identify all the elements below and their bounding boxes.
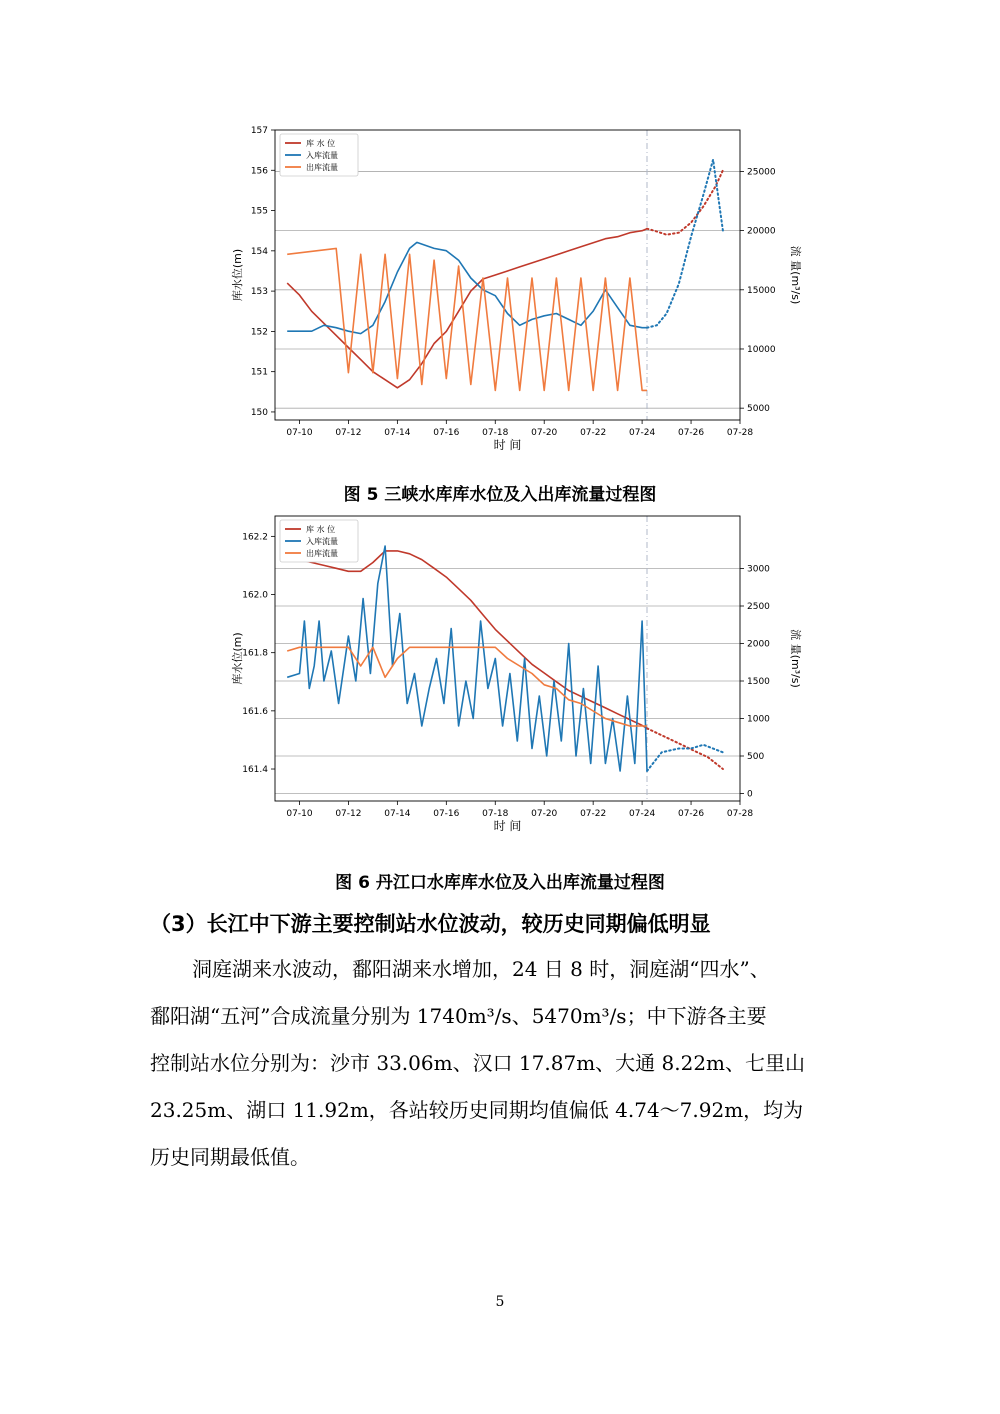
x-tick-label: 07-18 — [482, 428, 509, 438]
y-right-tick-label: 25000 — [747, 167, 776, 178]
legend-label: 入库流量 — [306, 151, 338, 160]
y-left-tick-label: 150 — [250, 407, 268, 418]
x-tick-label: 07-22 — [580, 809, 607, 819]
y-right-tick-label: 15000 — [747, 285, 776, 296]
y-left-tick-label: 161.4 — [242, 765, 268, 776]
y-left-tick-label: 152 — [250, 327, 268, 338]
legend — [280, 520, 358, 562]
x-tick-label: 07-28 — [726, 428, 754, 438]
y-right-tick-label: 500 — [747, 752, 765, 762]
y-right-tick-label: 1500 — [747, 677, 770, 687]
y-left-tick-label: 162.0 — [242, 590, 268, 601]
figure-6-chart — [225, 508, 802, 840]
y-left-tick-label: 157 — [250, 126, 268, 136]
x-tick-label: 07-26 — [677, 809, 705, 819]
y-right-tick-label: 2500 — [747, 602, 770, 612]
y-left-tick-label: 161.6 — [242, 706, 268, 717]
x-tick-label: 07-16 — [433, 809, 460, 819]
legend-label: 库 水 位 — [306, 525, 336, 534]
y-left-tick-label: 153 — [250, 287, 268, 298]
y-right-tick-label: 3000 — [747, 564, 770, 575]
series-line-3 — [647, 160, 723, 328]
series-line-4 — [287, 248, 647, 390]
legend-label: 入库流量 — [306, 537, 338, 546]
series-line-3 — [647, 745, 723, 771]
x-tick-label: 07-28 — [726, 809, 754, 819]
series-line-2 — [287, 546, 647, 771]
paragraph-line: 历史同期最低值。 — [150, 1145, 310, 1169]
y-left-tick-label: 162.2 — [242, 532, 268, 543]
y-right-axis-label: 流 量(m³/s) — [789, 245, 802, 305]
paragraph-line: 鄱阳湖“五河”合成流量分别为 1740m³/s、5470m³/s；中下游各主要 — [150, 1004, 767, 1028]
paragraph-line: 洞庭湖来水波动，鄱阳湖来水增加，24 日 8 时，洞庭湖“四水”、 — [192, 957, 770, 981]
figure-5-chart — [225, 118, 802, 458]
x-tick-label: 07-20 — [531, 809, 558, 819]
x-tick-label: 07-12 — [335, 809, 362, 819]
series-line-0 — [287, 229, 647, 388]
series-line-0 — [287, 551, 647, 728]
x-tick-label: 07-12 — [335, 428, 362, 438]
x-tick-label: 07-24 — [629, 428, 656, 438]
y-right-tick-label: 0 — [747, 789, 753, 800]
page-number: 5 — [495, 1294, 505, 1310]
x-tick-label: 07-16 — [433, 428, 460, 438]
y-left-tick-label: 156 — [250, 166, 268, 177]
y-left-tick-label: 161.8 — [242, 648, 268, 659]
x-tick-label: 07-20 — [531, 428, 558, 438]
x-tick-label: 07-26 — [677, 428, 705, 438]
x-axis-label: 时 间 — [493, 438, 522, 452]
section-heading: （3）长江中下游主要控制站水位波动，较历史同期偏低明显 — [150, 912, 711, 936]
paragraph-line: 控制站水位分别为：沙市 33.06m、汉口 17.87m、大通 8.22m、七里山 — [150, 1051, 806, 1075]
y-right-tick-label: 5000 — [747, 404, 770, 415]
x-tick-label: 07-10 — [286, 809, 313, 819]
y-right-tick-label: 10000 — [747, 344, 776, 355]
y-left-axis-label: 库水位(m) — [231, 248, 244, 302]
x-tick-label: 07-14 — [384, 428, 411, 438]
x-tick-label: 07-14 — [384, 809, 411, 819]
legend-label: 库 水 位 — [306, 139, 336, 148]
series-line-1 — [647, 170, 723, 234]
x-tick-label: 07-24 — [629, 809, 656, 819]
body-paragraph — [150, 946, 850, 1181]
y-right-tick-label: 1000 — [747, 714, 770, 725]
x-axis-label: 时 间 — [493, 819, 522, 833]
y-right-tick-label: 2000 — [747, 639, 770, 650]
x-tick-label: 07-22 — [580, 428, 607, 438]
y-left-tick-label: 151 — [250, 367, 268, 378]
x-tick-label: 07-10 — [286, 428, 313, 438]
figure-5-caption: 图 5 三峡水库库水位及入出库流量过程图 — [343, 485, 657, 505]
y-left-tick-label: 154 — [250, 246, 268, 257]
legend-label: 出库流量 — [306, 163, 338, 172]
x-tick-label: 07-18 — [482, 809, 509, 819]
y-left-axis-label: 库水位(m) — [231, 632, 244, 685]
paragraph-line: 23.25m、湖口 11.92m，各站较历史同期均值偏低 4.74～7.92m，均为 — [150, 1098, 804, 1122]
y-right-tick-label: 20000 — [747, 226, 776, 237]
y-right-axis-label: 流 量(m³/s) — [789, 629, 802, 688]
figure-6-caption: 图 6 丹江口水库库水位及入出库流量过程图 — [335, 873, 665, 893]
y-left-tick-label: 155 — [250, 206, 268, 217]
series-line-2 — [287, 242, 647, 333]
legend-label: 出库流量 — [306, 549, 338, 558]
legend — [280, 134, 358, 176]
